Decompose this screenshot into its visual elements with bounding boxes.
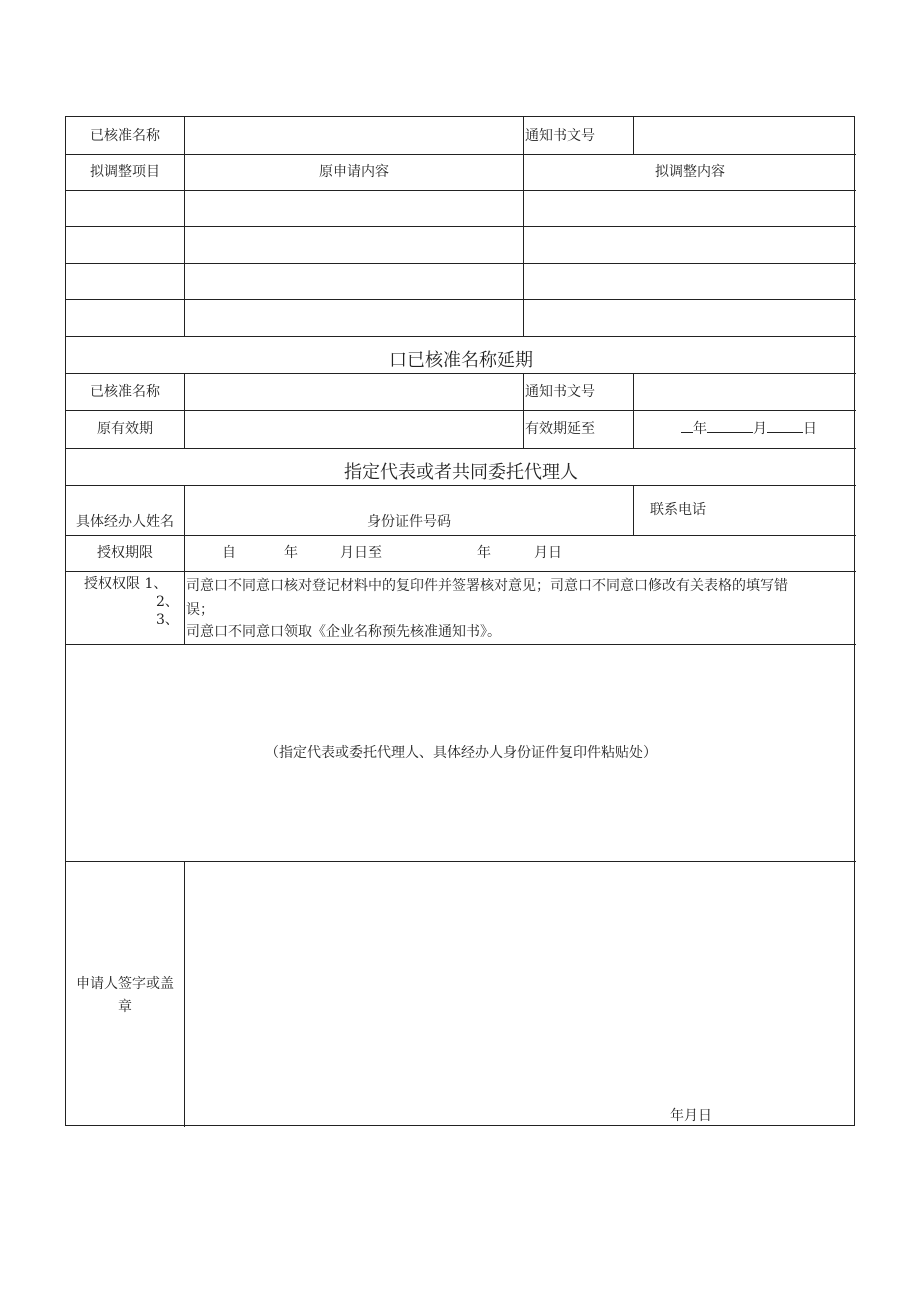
- month-text: 月: [753, 421, 767, 437]
- extend-to-label: 有效期延至: [525, 421, 595, 437]
- phone-label: 联系电话: [650, 502, 706, 518]
- authority-line-3: 司意口不同意口领取《企业名称预先核准通知书》。: [186, 624, 501, 640]
- agent-heading: 指定代表或者共同委托代理人: [344, 462, 578, 483]
- original-validity-label: 原有效期: [97, 421, 153, 437]
- authority-num-3: 3、: [156, 612, 179, 628]
- original-content-label: 原申请内容: [319, 164, 389, 180]
- extend-date: [681, 420, 817, 438]
- application-form: [65, 116, 855, 1126]
- month-blank: [707, 420, 753, 433]
- year-text: 年: [693, 421, 707, 437]
- period-month-day-to: 月日至: [340, 545, 382, 561]
- day-blank: [767, 420, 803, 433]
- extension-heading: 口已核准名称延期: [389, 350, 533, 371]
- signature-date: 年月日: [670, 1108, 712, 1124]
- period-year-2: 年: [477, 545, 491, 561]
- period-from: 自: [222, 545, 236, 561]
- authority-line-1: 司意口不同意口核对登记材料中的复印件并签署核对意见；司意口不同意口修改有关表格的填写错: [186, 578, 788, 594]
- agent-name-label: 具体经办人姓名: [76, 514, 174, 530]
- approved-name-label: 已核准名称: [90, 128, 160, 144]
- adjusted-content-label: 拟调整内容: [655, 164, 725, 180]
- authorization-scope-label: 授权权限 1、: [84, 576, 168, 592]
- period-month-day: 月日: [534, 545, 562, 561]
- approved-name-label-2: 已核准名称: [90, 384, 160, 400]
- period-year: 年: [284, 545, 298, 561]
- notice-no-label-2: 通知书文号: [525, 384, 595, 400]
- authority-num-2: 2、: [156, 594, 179, 610]
- notice-no-label: 通知书文号: [525, 128, 595, 144]
- id-number-label: 身份证件号码: [367, 514, 451, 530]
- authorization-period-label: 授权期限: [97, 545, 153, 561]
- year-blank: [681, 420, 693, 433]
- applicant-signature-label-2: 章: [118, 999, 132, 1015]
- applicant-signature-label: 申请人签字或盖: [76, 976, 174, 992]
- day-text: 日: [803, 421, 817, 437]
- authority-line-2: 误；: [186, 602, 214, 618]
- adjust-item-label: 拟调整项目: [90, 164, 160, 180]
- id-copy-paste-area: （指定代表或委托代理人、具体经办人身份证件复印件粘贴处）: [265, 745, 657, 761]
